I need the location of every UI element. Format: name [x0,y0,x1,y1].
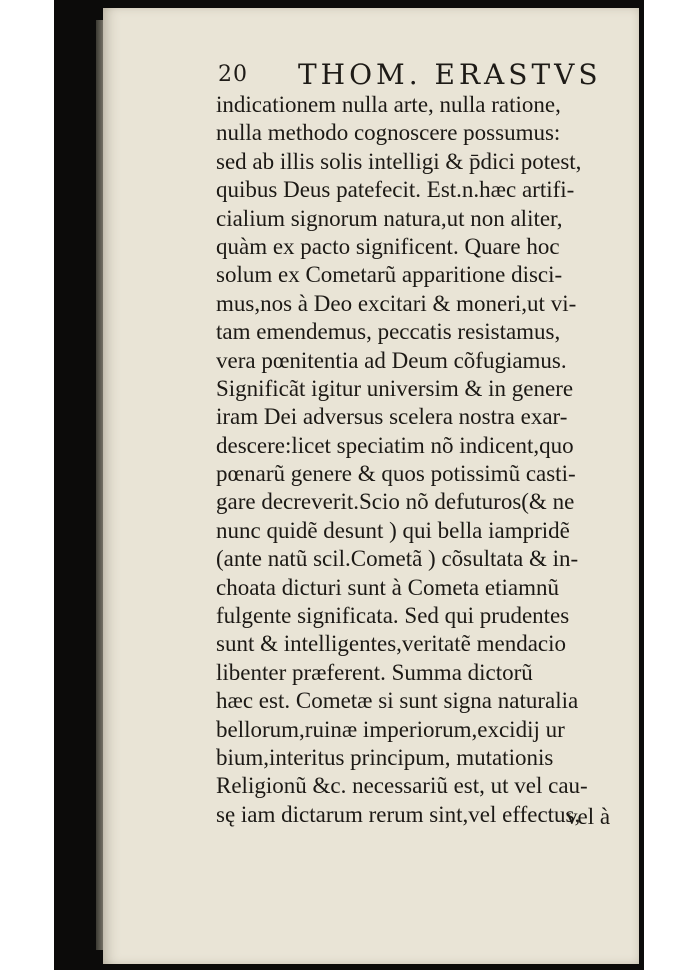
catchword: vel à [566,804,611,829]
text-line: pœnarũ genere & quos potissimũ casti- [216,461,576,487]
text-line: hæc est. Cometæ si sunt signa naturalia [216,688,579,714]
text-line: quibus Deus patefecit. Est.n.hæc artifi- [216,177,575,203]
page-header [218,58,638,94]
text-line: bellorum,ruinæ imperiorum,excidij ur [216,716,565,742]
text-line: quàm ex pacto significent. Quare hoc [216,233,560,259]
text-line: solum ex Cometarũ apparitione disci- [216,262,563,288]
text-line: Significãt igitur universim & in genere [216,375,574,401]
text-line: choata dicturi sunt à Cometa etiamnũ [216,574,559,600]
text-line: nulla methodo cognoscere possumus: [216,120,561,146]
text-line: mus,nos à Deo excitari & moneri,ut vi- [216,290,577,316]
text-line: iram Dei adversus scelera nostra exar- [216,404,568,430]
text-line: fulgente significata. Sed qui prudentes [216,603,570,629]
text-line: libenter præferent. Summa dictorũ [216,659,533,685]
body-text [216,91,631,829]
text-line: Religionũ &c. necessariũ est, ut vel cau- [216,773,588,799]
text-line: vera pœnitentia ad Deum cõfugiamus. [216,347,567,373]
text-line: nunc quidẽ desunt ) qui bella iampridẽ [216,517,570,543]
text-line: bium,interitus principum, mutationis [216,744,554,770]
text-line: tam emendemus, peccatis resistamus, [216,319,561,345]
running-head: THOM. ERASTVS [298,58,602,91]
text-line: sę iam dictarum rerum sint,vel effectus, [216,801,581,827]
text-line: indicationem nulla arte, nulla ratione, [216,92,561,117]
page-number: 20 [218,62,248,87]
text-line: (ante natũ scil.Cometã ) cõsultata & in- [216,546,579,572]
text-line: cialium signorum natura,ut non aliter, [216,205,563,231]
text-line: sed ab illis solis intelligi & p̄dici potest, [216,148,582,174]
text-line: gare decreverit.Scio nõ defuturos(& ne [216,489,575,515]
text-line: descere:licet speciatim nõ indicent,quo [216,432,574,458]
text-line: sunt & intelligentes,veritatẽ mendacio [216,631,567,657]
